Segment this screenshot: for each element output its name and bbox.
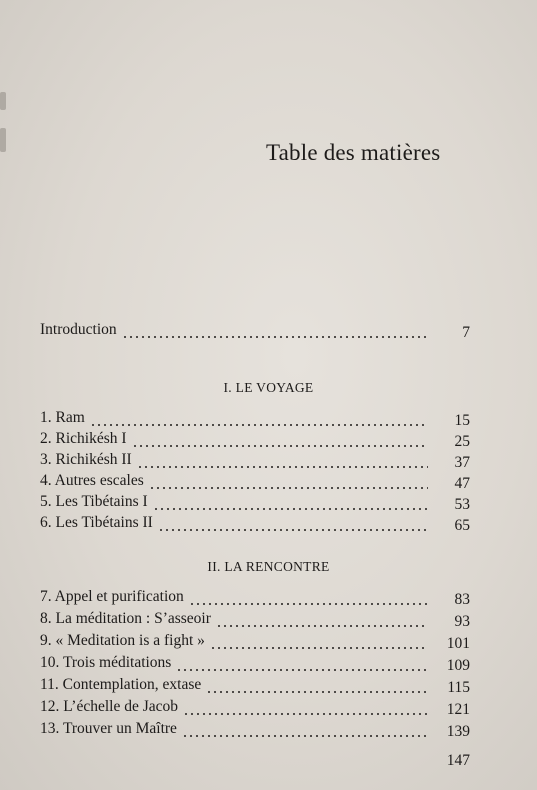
dot-leader <box>210 647 428 649</box>
toc-entry-label: 11. Contemplation, extase <box>40 676 202 693</box>
toc-entry-label: 3. Richikésh II <box>40 451 132 468</box>
toc-entry-page: 7 <box>462 324 470 341</box>
toc-entry <box>40 653 470 675</box>
dot-leader <box>90 424 428 426</box>
toc-entry-introduction <box>40 320 470 342</box>
toc-entry-label: 1. Ram <box>40 409 85 426</box>
toc-entry-page: 37 <box>454 454 470 471</box>
toc-entry <box>40 609 470 631</box>
toc-entry-page: 121 <box>446 701 470 718</box>
toc-entry-page: 65 <box>454 517 470 534</box>
dot-leader <box>182 735 428 737</box>
toc-entry <box>40 587 470 609</box>
toc-entry <box>40 697 470 719</box>
dot-leader <box>158 529 428 531</box>
toc-entry-page: 115 <box>447 679 470 696</box>
toc-entry-label: 8. La méditation : S’asseoir <box>40 610 211 627</box>
toc-entry-page: 25 <box>454 433 470 450</box>
toc-entry <box>40 513 470 535</box>
dot-leader <box>189 603 428 605</box>
toc-trailing-entry <box>40 748 470 770</box>
toc-entry <box>40 450 470 472</box>
dot-leader <box>153 508 428 510</box>
toc-entry-label: 12. L’échelle de Jacob <box>40 698 179 715</box>
toc-entry-page: 53 <box>454 496 470 513</box>
dot-leader <box>176 669 428 671</box>
page-title: Table des matières <box>266 140 441 165</box>
section-heading: II. LA RENCONTRE <box>207 559 330 574</box>
dot-leader <box>206 691 428 693</box>
toc-entry <box>40 675 470 697</box>
toc-entry-label: 4. Autres escales <box>40 472 144 489</box>
toc-entry <box>40 631 470 653</box>
toc-entry-label: Introduction <box>40 321 117 338</box>
toc-entry <box>40 408 470 430</box>
toc-entry-page: 83 <box>454 591 470 608</box>
toc-entry-page: 147 <box>446 752 470 769</box>
dot-leader <box>149 487 428 489</box>
page-edge-mark <box>0 92 6 110</box>
page-edge-mark <box>0 128 6 152</box>
dot-leader <box>137 466 428 468</box>
toc-entry <box>40 429 470 451</box>
dot-leader <box>122 336 428 338</box>
dot-leader <box>183 713 428 715</box>
toc-entry-page: 139 <box>446 723 470 740</box>
toc-entry-label: 7. Appel et purification <box>40 588 184 605</box>
section-heading: I. LE VOYAGE <box>223 380 314 395</box>
toc-entry-label: 2. Richikésh I <box>40 430 127 447</box>
toc-entry-page: 93 <box>454 613 470 630</box>
toc-entry-page: 15 <box>454 412 470 429</box>
toc-entry-label: 5. Les Tibétains I <box>40 493 148 510</box>
toc-entry-page: 101 <box>446 635 470 652</box>
toc-entry-page: 47 <box>454 475 470 492</box>
dot-leader <box>216 625 428 627</box>
toc-entry-label: 13. Trouver un Maître <box>40 720 177 737</box>
toc-entry <box>40 719 470 741</box>
toc-entry-page: 109 <box>446 657 470 674</box>
toc-entry <box>40 471 470 493</box>
toc-entry <box>40 492 470 514</box>
dot-leader <box>132 445 428 447</box>
toc-entry-label: 10. Trois méditations <box>40 654 172 671</box>
toc-entry-label: 9. « Meditation is a fight » <box>40 632 205 649</box>
toc-entry-label: 6. Les Tibétains II <box>40 514 153 531</box>
